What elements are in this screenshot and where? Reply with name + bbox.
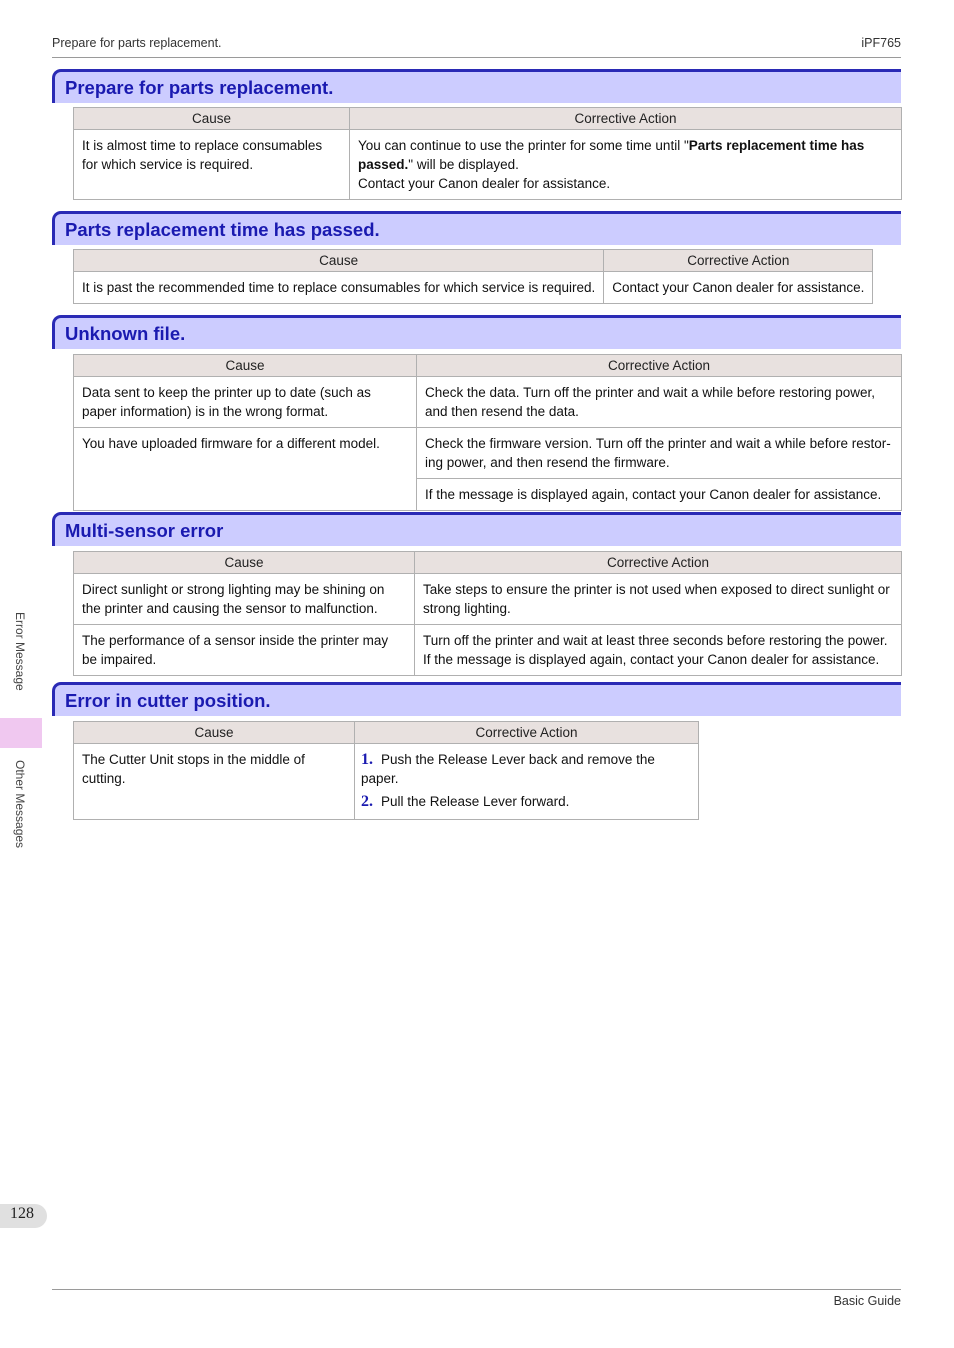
page-number: 128 (0, 1204, 47, 1228)
step-number: 1. (361, 751, 373, 768)
cause-cell: It is almost time to replace consumables for which service is required. (74, 130, 350, 200)
table-unknown-file (73, 354, 902, 511)
table-row (74, 574, 902, 625)
message-name: Parts replacement time has passed. (358, 138, 865, 172)
action-cell: Contact your Canon dealer for assistance. (604, 272, 873, 304)
action-text: Turn off the printer and wait at least three seconds before restoring the power. (423, 633, 888, 648)
column-header-cause: Cause (74, 722, 355, 744)
header-divider (52, 57, 901, 58)
action-cell (355, 744, 699, 820)
action-text: If the message is displayed again, contact your Canon dealer for assistance. (423, 652, 880, 667)
section-title: Unknown file. (65, 323, 186, 344)
footer-guide-title: Basic Guide (833, 1294, 901, 1308)
cause-cell: You have uploaded firmware for a different model. (74, 428, 417, 511)
cause-cell: Direct sunlight or strong lighting may be shining on the printer and causing the sensor to malfunction. (74, 574, 415, 625)
section-heading-time-passed (52, 211, 901, 245)
column-header-action: Corrective Action (417, 355, 902, 377)
section-heading-multi-sensor (52, 512, 901, 546)
column-header-action: Corrective Action (350, 108, 902, 130)
section-title: Parts replacement time has passed. (65, 219, 380, 240)
table-row (74, 428, 902, 479)
section-title: Error in cutter position. (65, 690, 271, 711)
cause-cell: The Cutter Unit stops in the middle of cutting. (74, 744, 355, 820)
step-text: Push the Release Lever back and remove the paper. (361, 752, 655, 786)
action-cell: Check the firmware version. Turn off the printer and wait a while before restor-ing power, and then resend the firmware. (417, 428, 902, 479)
procedure-step (361, 790, 692, 813)
column-header-action: Corrective Action (604, 250, 873, 272)
procedure-step (361, 748, 692, 790)
chapter-tab-marker[interactable] (0, 718, 42, 748)
table-time-passed (73, 249, 873, 304)
section-heading-cutter-position (52, 682, 901, 716)
column-header-cause: Cause (74, 552, 415, 574)
table-row (74, 272, 873, 304)
action-cell: Check the data. Turn off the printer and wait a while before restoring power, and then resend the data. (417, 377, 902, 428)
column-header-cause: Cause (74, 250, 604, 272)
column-header-cause: Cause (74, 108, 350, 130)
action-text: You can continue to use the printer for some time until " (358, 138, 689, 153)
table-cutter-position (73, 721, 699, 820)
section-label-other-messages: Other Messages (13, 760, 27, 849)
table-row (74, 130, 902, 200)
action-cell: Take steps to ensure the printer is not used when exposed to direct sunlight or strong lighting. (415, 574, 902, 625)
cause-cell: Data sent to keep the printer up to date (such as paper information) is in the wrong format. (74, 377, 417, 428)
cause-cell: The performance of a sensor inside the printer may be impaired. (74, 625, 415, 676)
action-cell: If the message is displayed again, contact your Canon dealer for assistance. (417, 479, 902, 511)
section-title: Multi-sensor error (65, 520, 224, 541)
column-header-cause: Cause (74, 355, 417, 377)
section-heading-prepare (52, 69, 901, 103)
table-multi-sensor (73, 551, 902, 676)
table-row (74, 744, 699, 820)
action-text: Contact your Canon dealer for assistance. (358, 176, 611, 191)
chapter-label-error-message: Error Message (13, 612, 27, 691)
step-text: Pull the Release Lever forward. (381, 794, 570, 809)
table-prepare (73, 107, 902, 200)
table-row (74, 377, 902, 428)
action-cell (350, 130, 902, 200)
table-row (74, 625, 902, 676)
section-heading-unknown-file (52, 315, 901, 349)
running-header-model: iPF765 (861, 36, 901, 50)
step-number: 2. (361, 793, 373, 810)
running-header-title: Prepare for parts replacement. (52, 36, 222, 50)
column-header-action: Corrective Action (415, 552, 902, 574)
action-text: " will be displayed. (408, 157, 519, 172)
section-title: Prepare for parts replacement. (65, 77, 334, 98)
column-header-action: Corrective Action (355, 722, 699, 744)
action-cell (415, 625, 902, 676)
footer-divider (52, 1289, 901, 1290)
cause-cell: It is past the recommended time to replace consumables for which service is required. (74, 272, 604, 304)
